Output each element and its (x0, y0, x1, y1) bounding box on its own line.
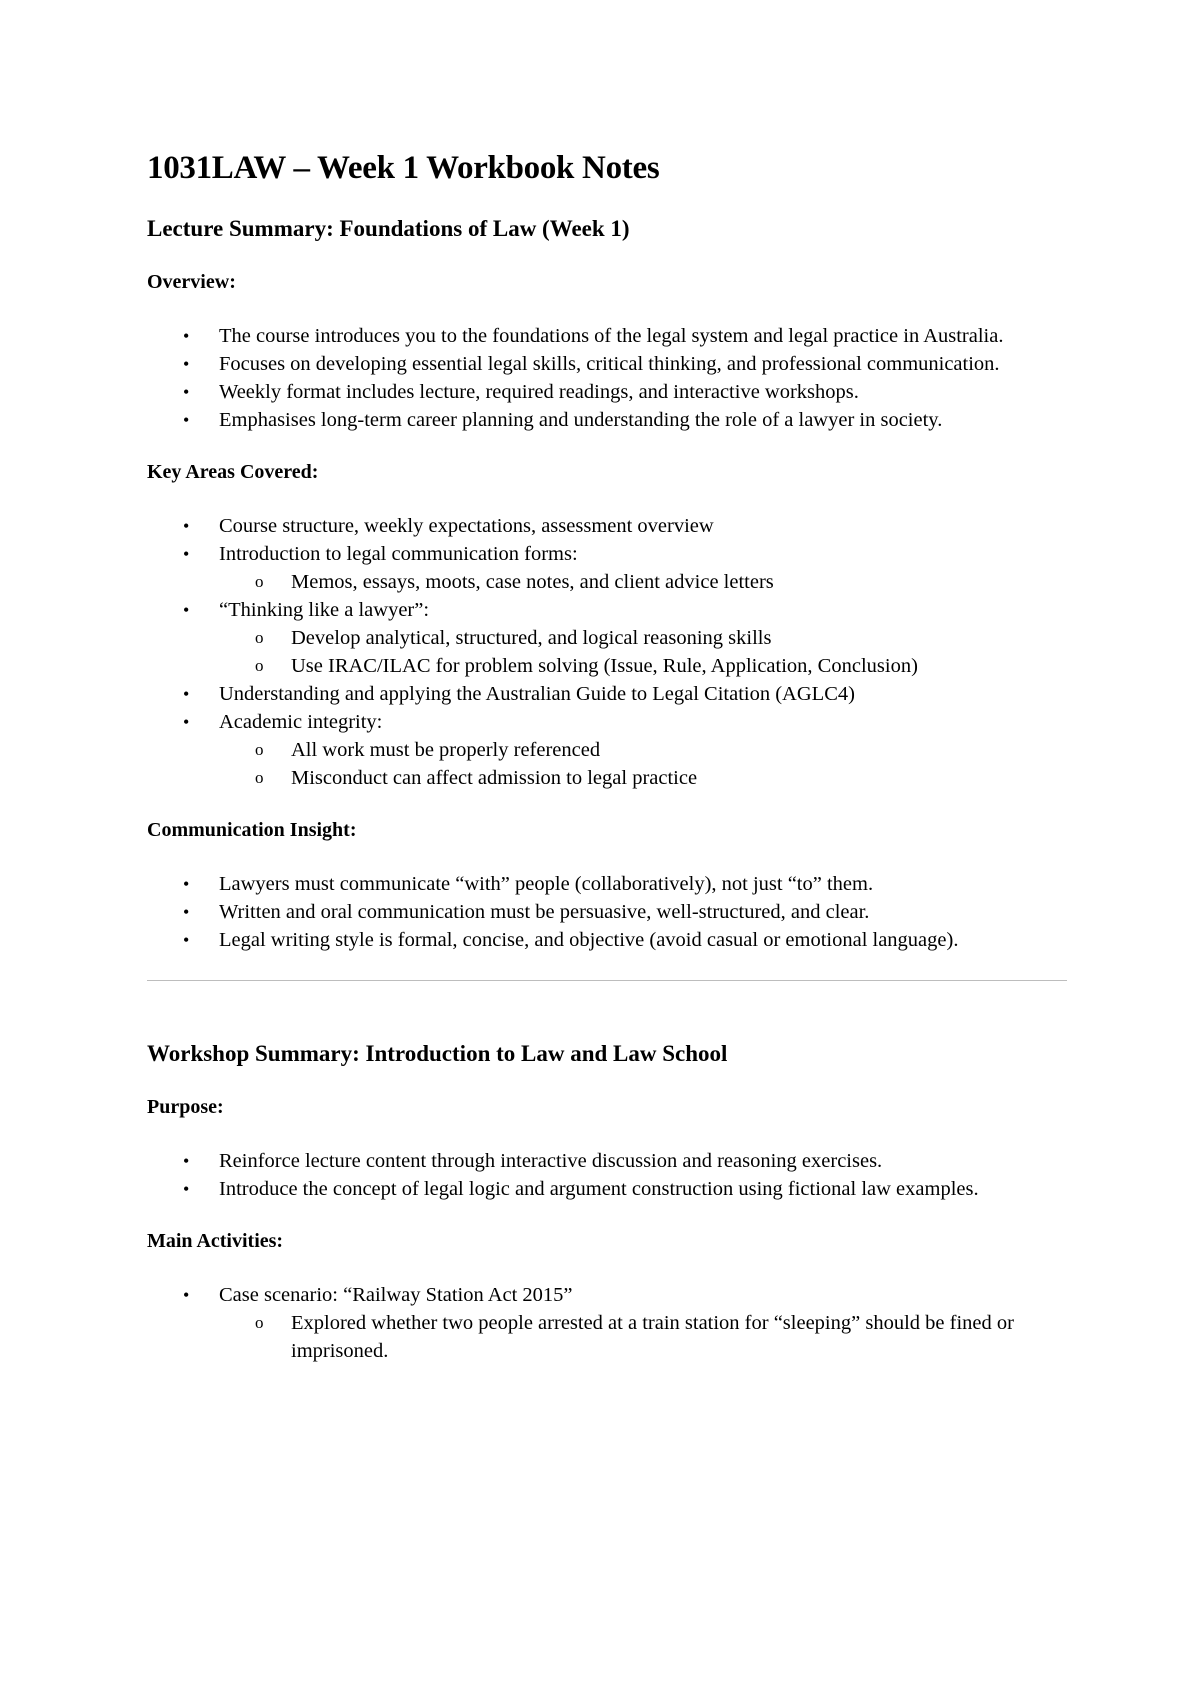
list-item (147, 512, 1067, 540)
key-areas-list-cont (147, 680, 1067, 736)
list-item-text: Lawyers must communicate “with” people (collaboratively), not just “to” them. (219, 873, 874, 895)
bullet-icon: • (183, 382, 190, 402)
bullet-icon: • (183, 902, 190, 922)
bullet-icon: • (183, 326, 190, 346)
bullet-icon: • (183, 544, 190, 564)
lecture-summary-heading: Lecture Summary: Foundations of Law (Week 1) (147, 216, 630, 241)
key-areas-label: Key Areas Covered: (147, 461, 319, 483)
list-item (147, 870, 1067, 898)
list-item (147, 708, 1067, 736)
list-item-text: “Thinking like a lawyer”: (219, 599, 430, 621)
list-item (147, 322, 1067, 350)
list-item (147, 350, 1067, 378)
list-item (147, 1281, 1067, 1309)
bullet-icon: • (183, 410, 190, 430)
list-item (147, 926, 1067, 954)
bullet-icon: • (183, 1285, 190, 1305)
activities-list (147, 1281, 1067, 1309)
key-areas-sublist (147, 624, 1067, 680)
bullet-icon: • (183, 930, 190, 950)
bullet-icon: • (183, 712, 190, 732)
purpose-list (147, 1147, 1067, 1203)
list-item-text: Legal writing style is formal, concise, and objective (avoid casual or emotional language). (219, 929, 959, 951)
sub-list-item-text: Develop analytical, structured, and logical reasoning skills (291, 627, 772, 649)
main-activities-label: Main Activities: (147, 1230, 284, 1252)
list-item-text: Case scenario: “Railway Station Act 2015” (219, 1284, 573, 1306)
sub-list-item-text: Memos, essays, moots, case notes, and client advice letters (291, 571, 774, 593)
list-item-text: The course introduces you to the foundations of the legal system and legal practice in Australia. (219, 325, 1004, 347)
sub-list-item-text: Use IRAC/ILAC for problem solving (Issue, Rule, Application, Conclusion) (291, 655, 918, 677)
list-item-text: Course structure, weekly expectations, assessment overview (219, 515, 714, 537)
key-areas-list-cont (147, 596, 1067, 624)
list-item-text: Weekly format includes lecture, required readings, and interactive workshops. (219, 381, 859, 403)
key-areas-sublist (147, 736, 1067, 792)
key-areas-list (147, 512, 1067, 568)
list-item-text: Focuses on developing essential legal skills, critical thinking, and professional communication. (219, 353, 1000, 375)
list-item (147, 1147, 1067, 1175)
activities-sublist (147, 1309, 1067, 1365)
sub-list-item-text: Explored whether two people arrested at a train station for “sleeping” should be fined or imprisoned. (291, 1312, 1014, 1362)
list-item-text: Understanding and applying the Australian Guide to Legal Citation (AGLC4) (219, 683, 855, 705)
sub-list-item (147, 568, 1067, 596)
sub-bullet-icon: o (255, 1313, 264, 1332)
bullet-icon: • (183, 600, 190, 620)
bullet-icon: • (183, 354, 190, 374)
list-item (147, 1175, 1067, 1203)
bullet-icon: • (183, 684, 190, 704)
communication-label: Communication Insight: (147, 819, 357, 841)
bullet-icon: • (183, 1151, 190, 1171)
sub-list-item-text: All work must be properly referenced (291, 739, 601, 761)
list-item-text: Academic integrity: (219, 711, 383, 733)
sub-bullet-icon: o (255, 740, 264, 759)
sub-bullet-icon: o (255, 656, 264, 675)
overview-list (147, 322, 1067, 434)
list-item (147, 406, 1067, 434)
list-item-text: Written and oral communication must be persuasive, well-structured, and clear. (219, 901, 870, 923)
sub-list-item (147, 764, 1067, 792)
list-item-text: Reinforce lecture content through interactive discussion and reasoning exercises. (219, 1150, 883, 1172)
list-item-text: Emphasises long-term career planning and understanding the role of a lawyer in society. (219, 409, 943, 431)
sub-list-item (147, 624, 1067, 652)
sub-list-item (147, 1309, 1067, 1365)
overview-label: Overview: (147, 271, 236, 293)
document-title: 1031LAW – Week 1 Workbook Notes (147, 150, 660, 186)
list-item (147, 378, 1067, 406)
list-item-text: Introduction to legal communication forms: (219, 543, 578, 565)
sub-bullet-icon: o (255, 628, 264, 647)
list-item (147, 596, 1067, 624)
sub-bullet-icon: o (255, 768, 264, 787)
list-item (147, 680, 1067, 708)
sub-list-item (147, 736, 1067, 764)
document-content (147, 146, 1067, 1365)
workshop-summary-heading: Workshop Summary: Introduction to Law and Law School (147, 1041, 728, 1066)
key-areas-sublist (147, 568, 1067, 596)
bullet-icon: • (183, 874, 190, 894)
bullet-icon: • (183, 516, 190, 536)
purpose-label: Purpose: (147, 1096, 224, 1118)
list-item (147, 898, 1067, 926)
bullet-icon: • (183, 1179, 190, 1199)
communication-list (147, 870, 1067, 954)
list-item-text: Introduce the concept of legal logic and argument construction using fictional law examples. (219, 1178, 979, 1200)
sub-bullet-icon: o (255, 572, 264, 591)
list-item (147, 540, 1067, 568)
section-divider (147, 980, 1067, 981)
sub-list-item (147, 652, 1067, 680)
sub-list-item-text: Misconduct can affect admission to legal practice (291, 767, 698, 789)
